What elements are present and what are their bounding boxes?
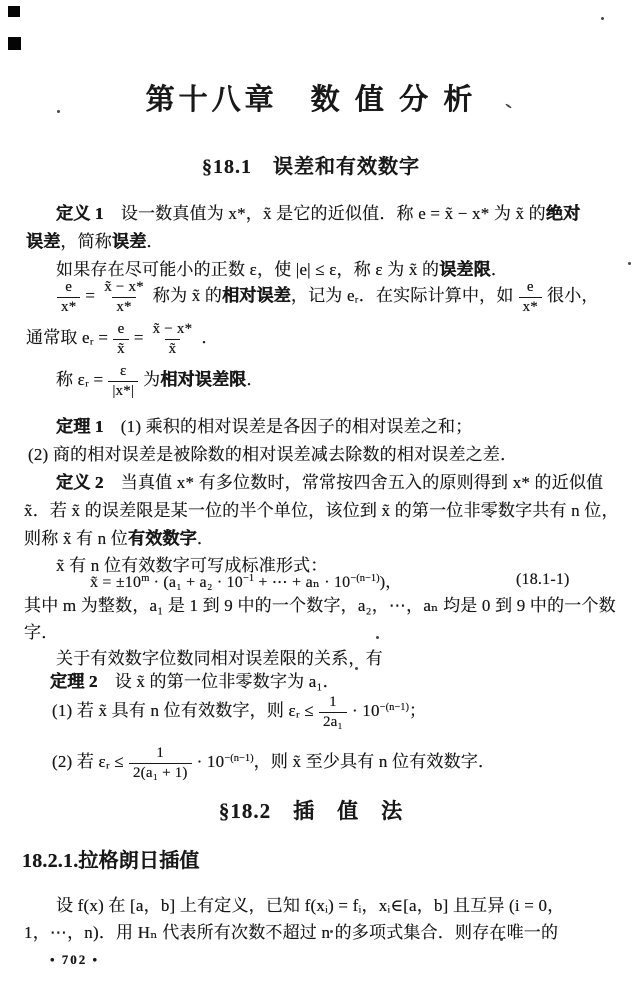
line-theorem1-2: [28, 445, 517, 464]
fraction-e-over-xtilde: [113, 321, 129, 358]
scan-mark: [8, 37, 21, 50]
fraction-denominator: x*: [112, 297, 135, 316]
math-run: · (a₁ + a₂ · 10: [149, 574, 243, 591]
subsection-18-2-1-title: 18.2.1.拉格朗日插值: [22, 850, 200, 872]
text-run: 则称 x̃ 有 n 位: [24, 529, 128, 548]
text-run: (2) 若 εᵣ ≤: [52, 752, 124, 771]
fraction-denominator: 2a₁: [319, 712, 347, 731]
equals-sign: =: [85, 286, 96, 305]
text-run: ，记为 eᵣ．在实际计算中，如: [290, 286, 514, 305]
text-run: (1) 若 x̃ 具有 n 位有效数字，则 εᵣ ≤: [52, 701, 314, 720]
text-run: 设 f(x) 在 [a，b] 上有定义，已知 f(xᵢ) = fᵢ，xᵢ∈[a，b] 且互异 (i = 0，: [56, 896, 565, 915]
text-run: 很小，: [547, 286, 599, 305]
text-run: 称为 x̃ 的: [152, 286, 223, 305]
bold-term: 误差: [112, 232, 147, 251]
chapter-title: 第十八章 数 值 分 析: [145, 84, 477, 116]
superscript-minus-n-1: −(n−1): [224, 753, 254, 764]
fraction-e-over-xstar: [519, 279, 542, 316]
page-number: • 702 •: [50, 952, 100, 967]
text-run: ．: [246, 370, 264, 389]
section-18-1-title: §18.1 误差和有效数字: [202, 156, 420, 178]
line-theorem2-case2: [52, 735, 495, 786]
line-relation: [56, 649, 383, 668]
line-relative-error-definition: [52, 276, 599, 316]
math-run: )，: [379, 574, 402, 591]
line-usual-relative-error: [26, 318, 219, 358]
superscript-minus-n-1: −(n−1): [379, 702, 410, 713]
bold-term: 相对误差: [222, 286, 291, 305]
bold-term: 绝对: [545, 204, 581, 223]
fraction-denominator: x̃: [165, 339, 181, 358]
text-run: 如果存在尽可能小的正数 ε，使 |e| ≤ ε，称 ε 为 x̃ 的: [56, 260, 440, 279]
fraction-numerator: x̃ − x*: [104, 278, 144, 295]
text-run: ，则 x̃ 至少具有 n 位有效数字．: [253, 752, 496, 771]
fraction-denominator: x̃: [113, 339, 129, 358]
text-run: x̃ 有 n 位有效数字可写成标准形式：: [56, 556, 328, 575]
equals-sign: =: [133, 328, 144, 347]
text-run: 字．: [24, 623, 59, 642]
math-run: · 10: [351, 701, 380, 720]
line-lagrange-1: [56, 896, 564, 915]
equation-number: (18.1-1): [516, 571, 570, 588]
definition2-label: 定义 2: [56, 473, 104, 492]
superscript-m: m: [141, 573, 150, 584]
superscript-minus-n-1: −(n−1): [350, 573, 380, 584]
text-run: 其中 m 为整数，a₁ 是 1 到 9 中的一个数字，a₂，⋯，aₙ 均是 0 到 9 中的一个数: [24, 596, 616, 615]
scan-speck: [601, 17, 604, 20]
fraction-1-over-2a1: [319, 694, 347, 731]
fraction-denominator: 2(a₁ + 1): [129, 763, 192, 782]
fraction-denominator: x*: [519, 297, 542, 316]
text-run: ．: [146, 232, 164, 251]
math-run: + ⋯ + aₙ · 10: [254, 574, 351, 591]
line-relative-error-bound: [56, 360, 264, 400]
line-standard-form-note-1: [24, 596, 616, 615]
text-run: ；: [409, 701, 427, 720]
line-definition2-1: [56, 473, 603, 492]
bold-term: 相对误差限: [160, 370, 247, 389]
fraction-e-over-xstar: [57, 279, 80, 316]
scan-speck: [628, 262, 631, 265]
line-lagrange-2: [24, 923, 558, 942]
text-run: (2) 商的相对误差是被除数的相对误差减去除数的相对误差之差．: [28, 445, 518, 464]
fraction-1-over-2a1plus1: [129, 745, 192, 782]
fraction-numerator: e: [526, 278, 534, 295]
fraction-eps-over-absxstar: [108, 363, 138, 400]
line-definition1-2: [26, 232, 164, 251]
bold-term: 误差限: [439, 260, 491, 279]
bold-term: 误差: [26, 232, 61, 251]
equation-standard-form: [90, 568, 401, 594]
text-run: 关于有效数字位数同相对误差限的关系，有: [56, 649, 383, 668]
fraction-denominator: |x*|: [108, 381, 138, 400]
section-18-2-title: §18.2 插 值 法: [218, 799, 404, 823]
line-definition2-3: [24, 529, 214, 548]
fraction-numerator: 1: [156, 744, 165, 761]
fraction-numerator: ε: [119, 362, 127, 379]
math-run: x̃ = ±10: [90, 574, 142, 591]
fraction-denominator: x*: [57, 297, 80, 316]
fraction-xdiff-over-xtilde: [149, 321, 197, 358]
text-run: (1) 乘积的相对误差是各因子的相对误差之和；: [103, 417, 473, 436]
text-run: 1，⋯，n)．用 Hₙ 代表所有次数不超过 n 的多项式集合．则存在唯一的: [24, 923, 559, 942]
text-run: ．: [201, 328, 219, 347]
fraction-numerator: 1: [329, 693, 337, 710]
fraction-xdiff-over-xstar: [100, 279, 148, 316]
fraction-numerator: e: [65, 278, 73, 295]
text-run: 为: [143, 370, 161, 389]
line-definition2-2: [24, 501, 619, 520]
text-run: x̃．若 x̃ 的误差限是某一位的半个单位，该位到 x̃ 的第一位非零数字共有 n 位，: [24, 501, 619, 520]
text-run: ．: [490, 260, 509, 279]
text-run: 设 x̃ 的第一位非零数字为 a₁．: [97, 672, 340, 691]
math-run: · 10: [196, 752, 225, 771]
theorem1-label: 定理 1: [56, 417, 104, 436]
text-run: ．: [196, 529, 215, 548]
bold-term: 有效数字: [128, 529, 197, 548]
text-run: 设一数真值为 x*，x̃ 是它的近似值．称 e = x̃ − x* 为 x̃ 的: [103, 204, 546, 223]
fraction-numerator: e: [117, 320, 125, 337]
text-run: 通常取 eᵣ =: [26, 328, 109, 347]
text-run: 当真值 x* 有多位数时，常常按四舍五入的原则得到 x* 的近似值: [103, 473, 604, 492]
text-run: 称 εᵣ =: [56, 370, 104, 389]
superscript-minus1: −1: [242, 573, 255, 584]
line-theorem1-1: [56, 417, 472, 436]
line-definition1-1: [56, 204, 580, 223]
scan-speck: [376, 636, 379, 639]
fraction-numerator: x̃ − x*: [152, 320, 193, 337]
line-standard-form-note-2: [24, 623, 58, 642]
line-theorem2-case1: [52, 688, 426, 731]
scan-mark: [8, 6, 20, 17]
text-run: ，简称: [60, 232, 113, 251]
theorem2-label: 定理 2: [50, 672, 98, 691]
definition1-label: 定义 1: [56, 204, 104, 223]
